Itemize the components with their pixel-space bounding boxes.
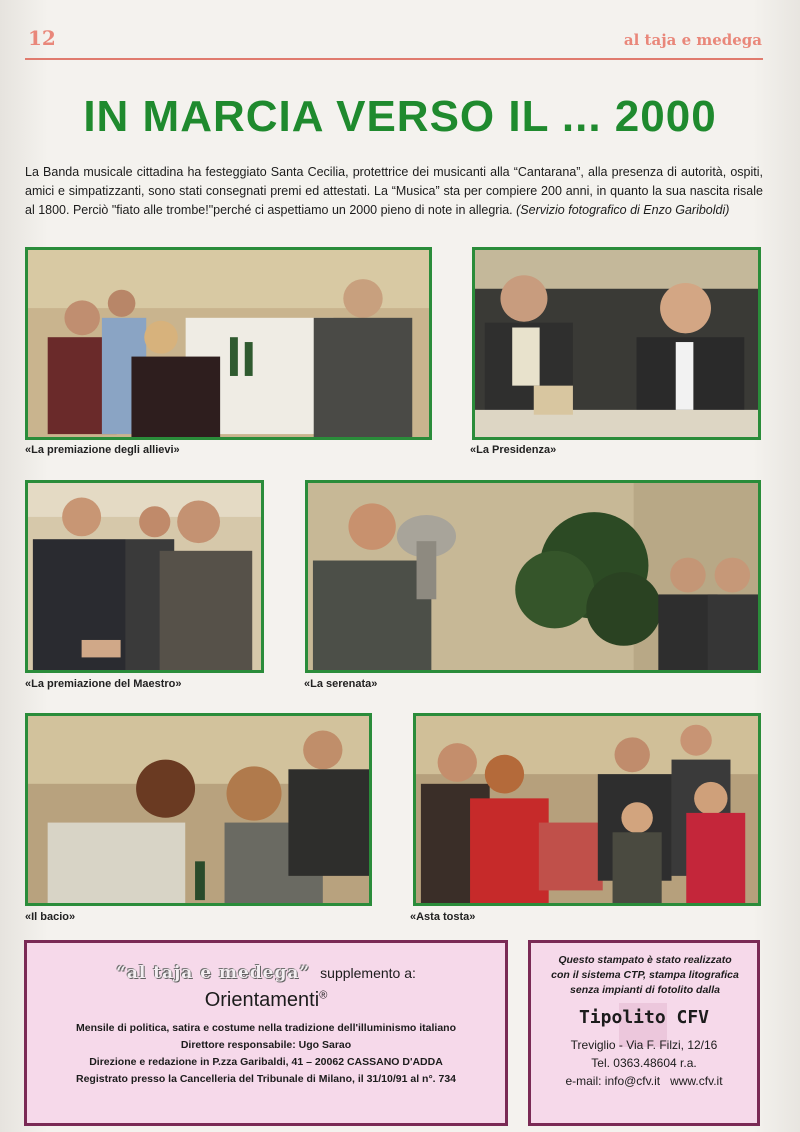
photo-credit: (Servizio fotografico di Enzo Gariboldi) bbox=[516, 203, 730, 217]
printer-note-line: con il sistema CTP, stampa litografica bbox=[551, 969, 739, 981]
photo-caption: «Il bacio» bbox=[25, 911, 76, 923]
registered-mark: ® bbox=[319, 989, 328, 1002]
magazine-name-line bbox=[27, 989, 505, 1012]
running-head: al taja e medega bbox=[623, 31, 762, 49]
photo-caption: «La premiazione del Maestro» bbox=[25, 678, 182, 690]
article-intro bbox=[25, 163, 763, 220]
photo-premiazione-allievi bbox=[25, 247, 432, 440]
magazine-name: Orientamenti bbox=[204, 989, 320, 1011]
photo-image bbox=[308, 483, 758, 670]
photo-caption: «Asta tosta» bbox=[410, 911, 476, 923]
photo-image bbox=[416, 716, 758, 903]
header-rule bbox=[25, 58, 763, 60]
article-title: IN MARCIA VERSO IL ... 2000 bbox=[83, 92, 717, 141]
photo-image bbox=[475, 250, 758, 437]
photo-premiazione-maestro bbox=[25, 480, 264, 673]
photo-image bbox=[28, 483, 261, 670]
printer-note-line: Questo stampato è stato realizzato bbox=[558, 954, 732, 966]
intro-text: La Banda musicale cittadina ha festeggiato Santa Cecilia, protettrice dei musicanti alla “Cantarana”, alla presenza di autorità, ospiti, amici e simpatizzanti, sono stati consegnati premi ed attestati. La “Musica” sta per compiere 200 anni, in quanto la sua nascita risale al 1800. Perciò "fiato alle trombe!"perché ci aspettiamo un 2000 pieno di note in allegria. bbox=[25, 165, 763, 217]
photo-presidenza bbox=[472, 247, 761, 440]
colophon-address: Direzione e redazione in P.zza Garibaldi, 41 – 20062 CASSANO D'ADDA bbox=[89, 1056, 443, 1068]
photo-asta-tosta bbox=[413, 713, 761, 906]
photo-caption: «La premiazione degli allievi» bbox=[25, 444, 180, 456]
printer-phone: Tel. 0363.48604 r.a. bbox=[591, 1056, 697, 1070]
printer-note-line: senza impianti di fotolito dalla bbox=[570, 984, 720, 996]
masthead-logo: “al taja e medega” bbox=[116, 963, 311, 983]
colophon-director: Direttore responsabile: Ugo Sarao bbox=[180, 1039, 352, 1051]
photo-caption: «La Presidenza» bbox=[470, 444, 557, 456]
colophon-registration: Registrato presso la Cancelleria del Tribunale di Milano, il 31/10/91 al n°. 734 bbox=[75, 1073, 456, 1085]
photo-serenata bbox=[305, 480, 761, 673]
photo-image bbox=[28, 250, 429, 437]
colophon-description: Mensile di politica, satira e costume nella tradizione dell'illuminismo italiano bbox=[75, 1022, 456, 1034]
printer-box bbox=[528, 940, 760, 1126]
page-number: 12 bbox=[28, 26, 56, 50]
supplement-label: supplemento a: bbox=[320, 965, 416, 981]
colophon-masthead-line bbox=[27, 963, 505, 983]
printer-note bbox=[537, 953, 753, 998]
photo-caption: «La serenata» bbox=[304, 678, 378, 690]
printer-address: Treviglio - Via F. Filzi, 12/16 bbox=[570, 1038, 718, 1052]
printer-name: Tipolito CFV bbox=[578, 1007, 710, 1028]
photo-bacio bbox=[25, 713, 372, 906]
printer-contacts: e-mail: info@cfv.it www.cfv.it bbox=[565, 1074, 723, 1088]
colophon-box bbox=[24, 940, 508, 1126]
photo-image bbox=[28, 716, 369, 903]
